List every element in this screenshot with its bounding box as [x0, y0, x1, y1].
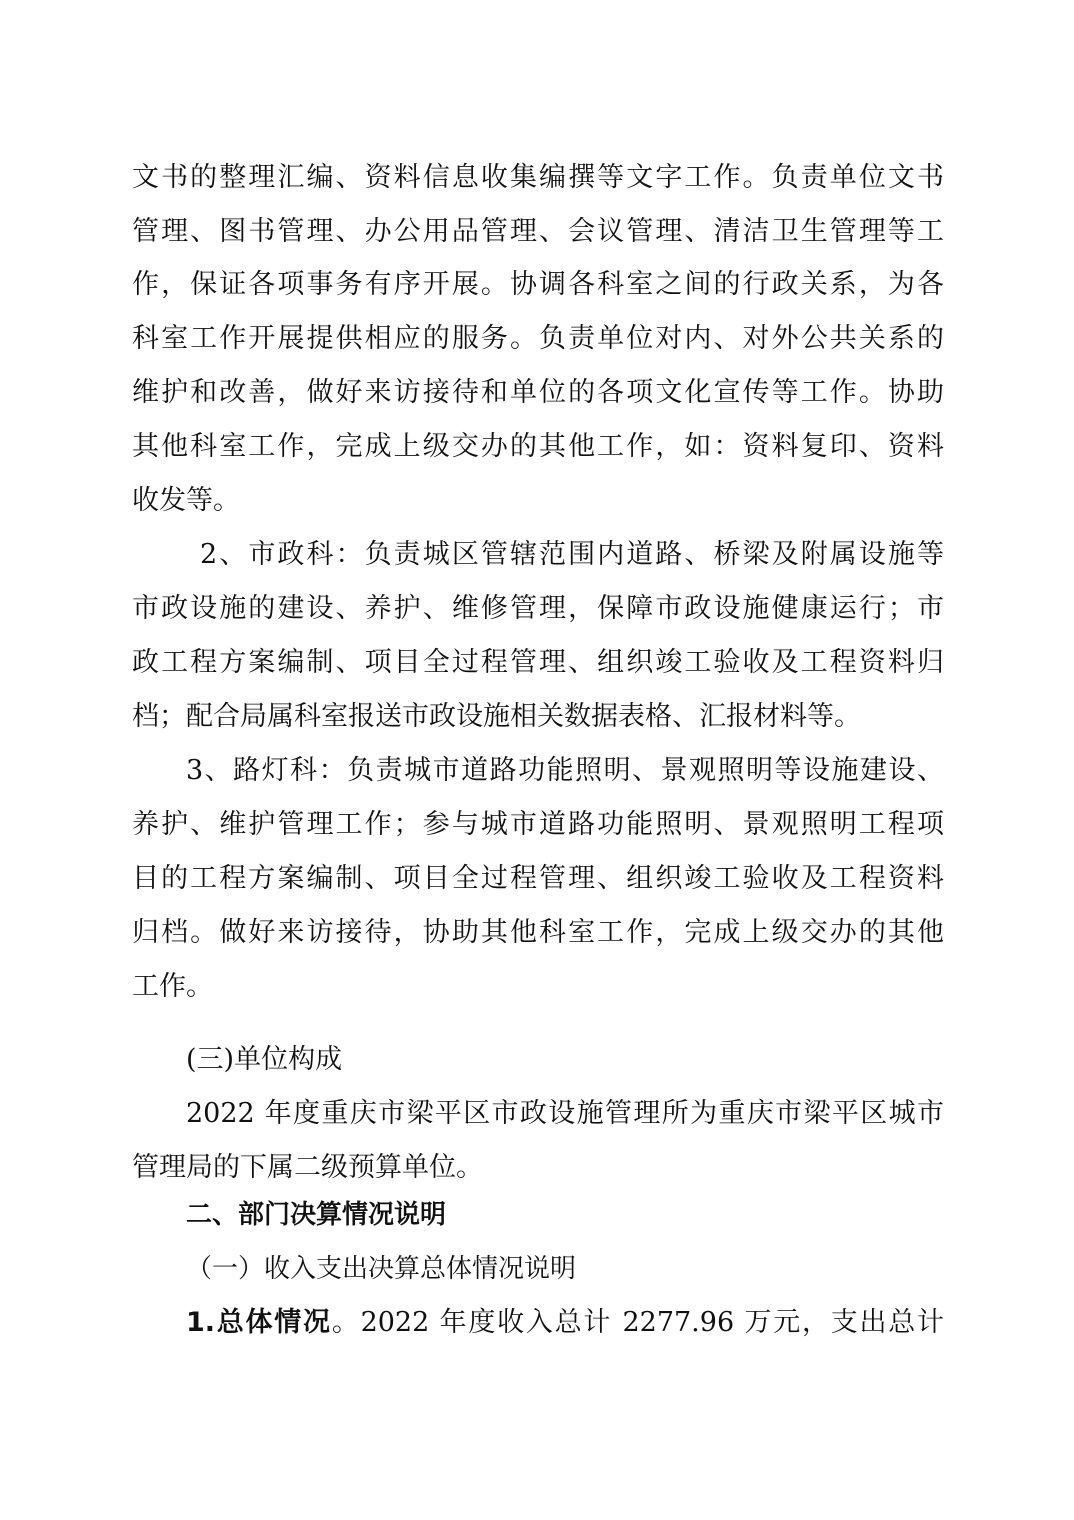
municipal-paragraph-line-1: 2、市政科：负责城区管辖范围内道路、桥梁及附属设施等: [200, 539, 944, 570]
office-paragraph-line-6: 其他科室工作，完成上级交办的其他工作，如：资料复印、资料: [132, 431, 944, 462]
office-paragraph-line-5: 维护和改善，做好来访接待和单位的各项文化宣传等工作。协助: [132, 377, 944, 408]
streetlight-paragraph-line-5: 工作。: [132, 971, 213, 1002]
unit-paragraph-line-2: 管理局的下属二级预算单位。: [132, 1152, 483, 1183]
office-paragraph-line-4: 科室工作开展提供相应的服务。负责单位对内、对外公共关系的: [132, 323, 944, 354]
overall-text: 。2022 年度收入总计 2277.96 万元，支出总计: [331, 1307, 944, 1338]
office-paragraph-line-3: 作，保证各项事务有序开展。协调各科室之间的行政关系，为各: [132, 269, 944, 300]
streetlight-paragraph-line-3: 目的工程方案编制、项目全过程管理、组织竣工验收及工程资料: [132, 863, 944, 894]
municipal-paragraph-line-4: 档；配合局属科室报送市政设施相关数据表格、汇报材料等。: [132, 701, 861, 732]
office-paragraph-line-2: 管理、图书管理、办公用品管理、会议管理、清洁卫生管理等工: [132, 216, 944, 247]
office-paragraph-line-1: 文书的整理汇编、资料信息收集编撰等文字工作。负责单位文书: [132, 162, 944, 193]
streetlight-paragraph-line-1: 3、路灯科：负责城市道路功能照明、景观照明等设施建设、: [186, 755, 944, 786]
streetlight-paragraph-line-2: 养护、维护管理工作；参与城市道路功能照明、景观照明工程项: [132, 809, 944, 840]
income-expenditure-subheading: （一）收入支出决算总体情况说明: [186, 1254, 577, 1284]
streetlight-paragraph-line-4: 归档。做好来访接待，协助其他科室工作，完成上级交办的其他: [132, 917, 944, 948]
unit-paragraph-line-1: 2022 年度重庆市梁平区市政设施管理所为重庆市梁平区城市: [186, 1098, 944, 1129]
overall-paragraph-line-1: [186, 1303, 944, 1343]
section-two-heading: 二、部门决算情况说明: [186, 1200, 447, 1230]
office-paragraph-line-7: 收发等。: [132, 485, 240, 516]
municipal-paragraph-line-2: 市政设施的建设、养护、维修管理，保障市政设施健康运行；市: [132, 593, 944, 624]
municipal-paragraph-line-3: 政工程方案编制、项目全过程管理、组织竣工验收及工程资料归: [132, 647, 944, 678]
unit-section-title: (三)单位构成: [186, 1044, 343, 1075]
overall-lead: 1.总体情况: [186, 1307, 332, 1338]
